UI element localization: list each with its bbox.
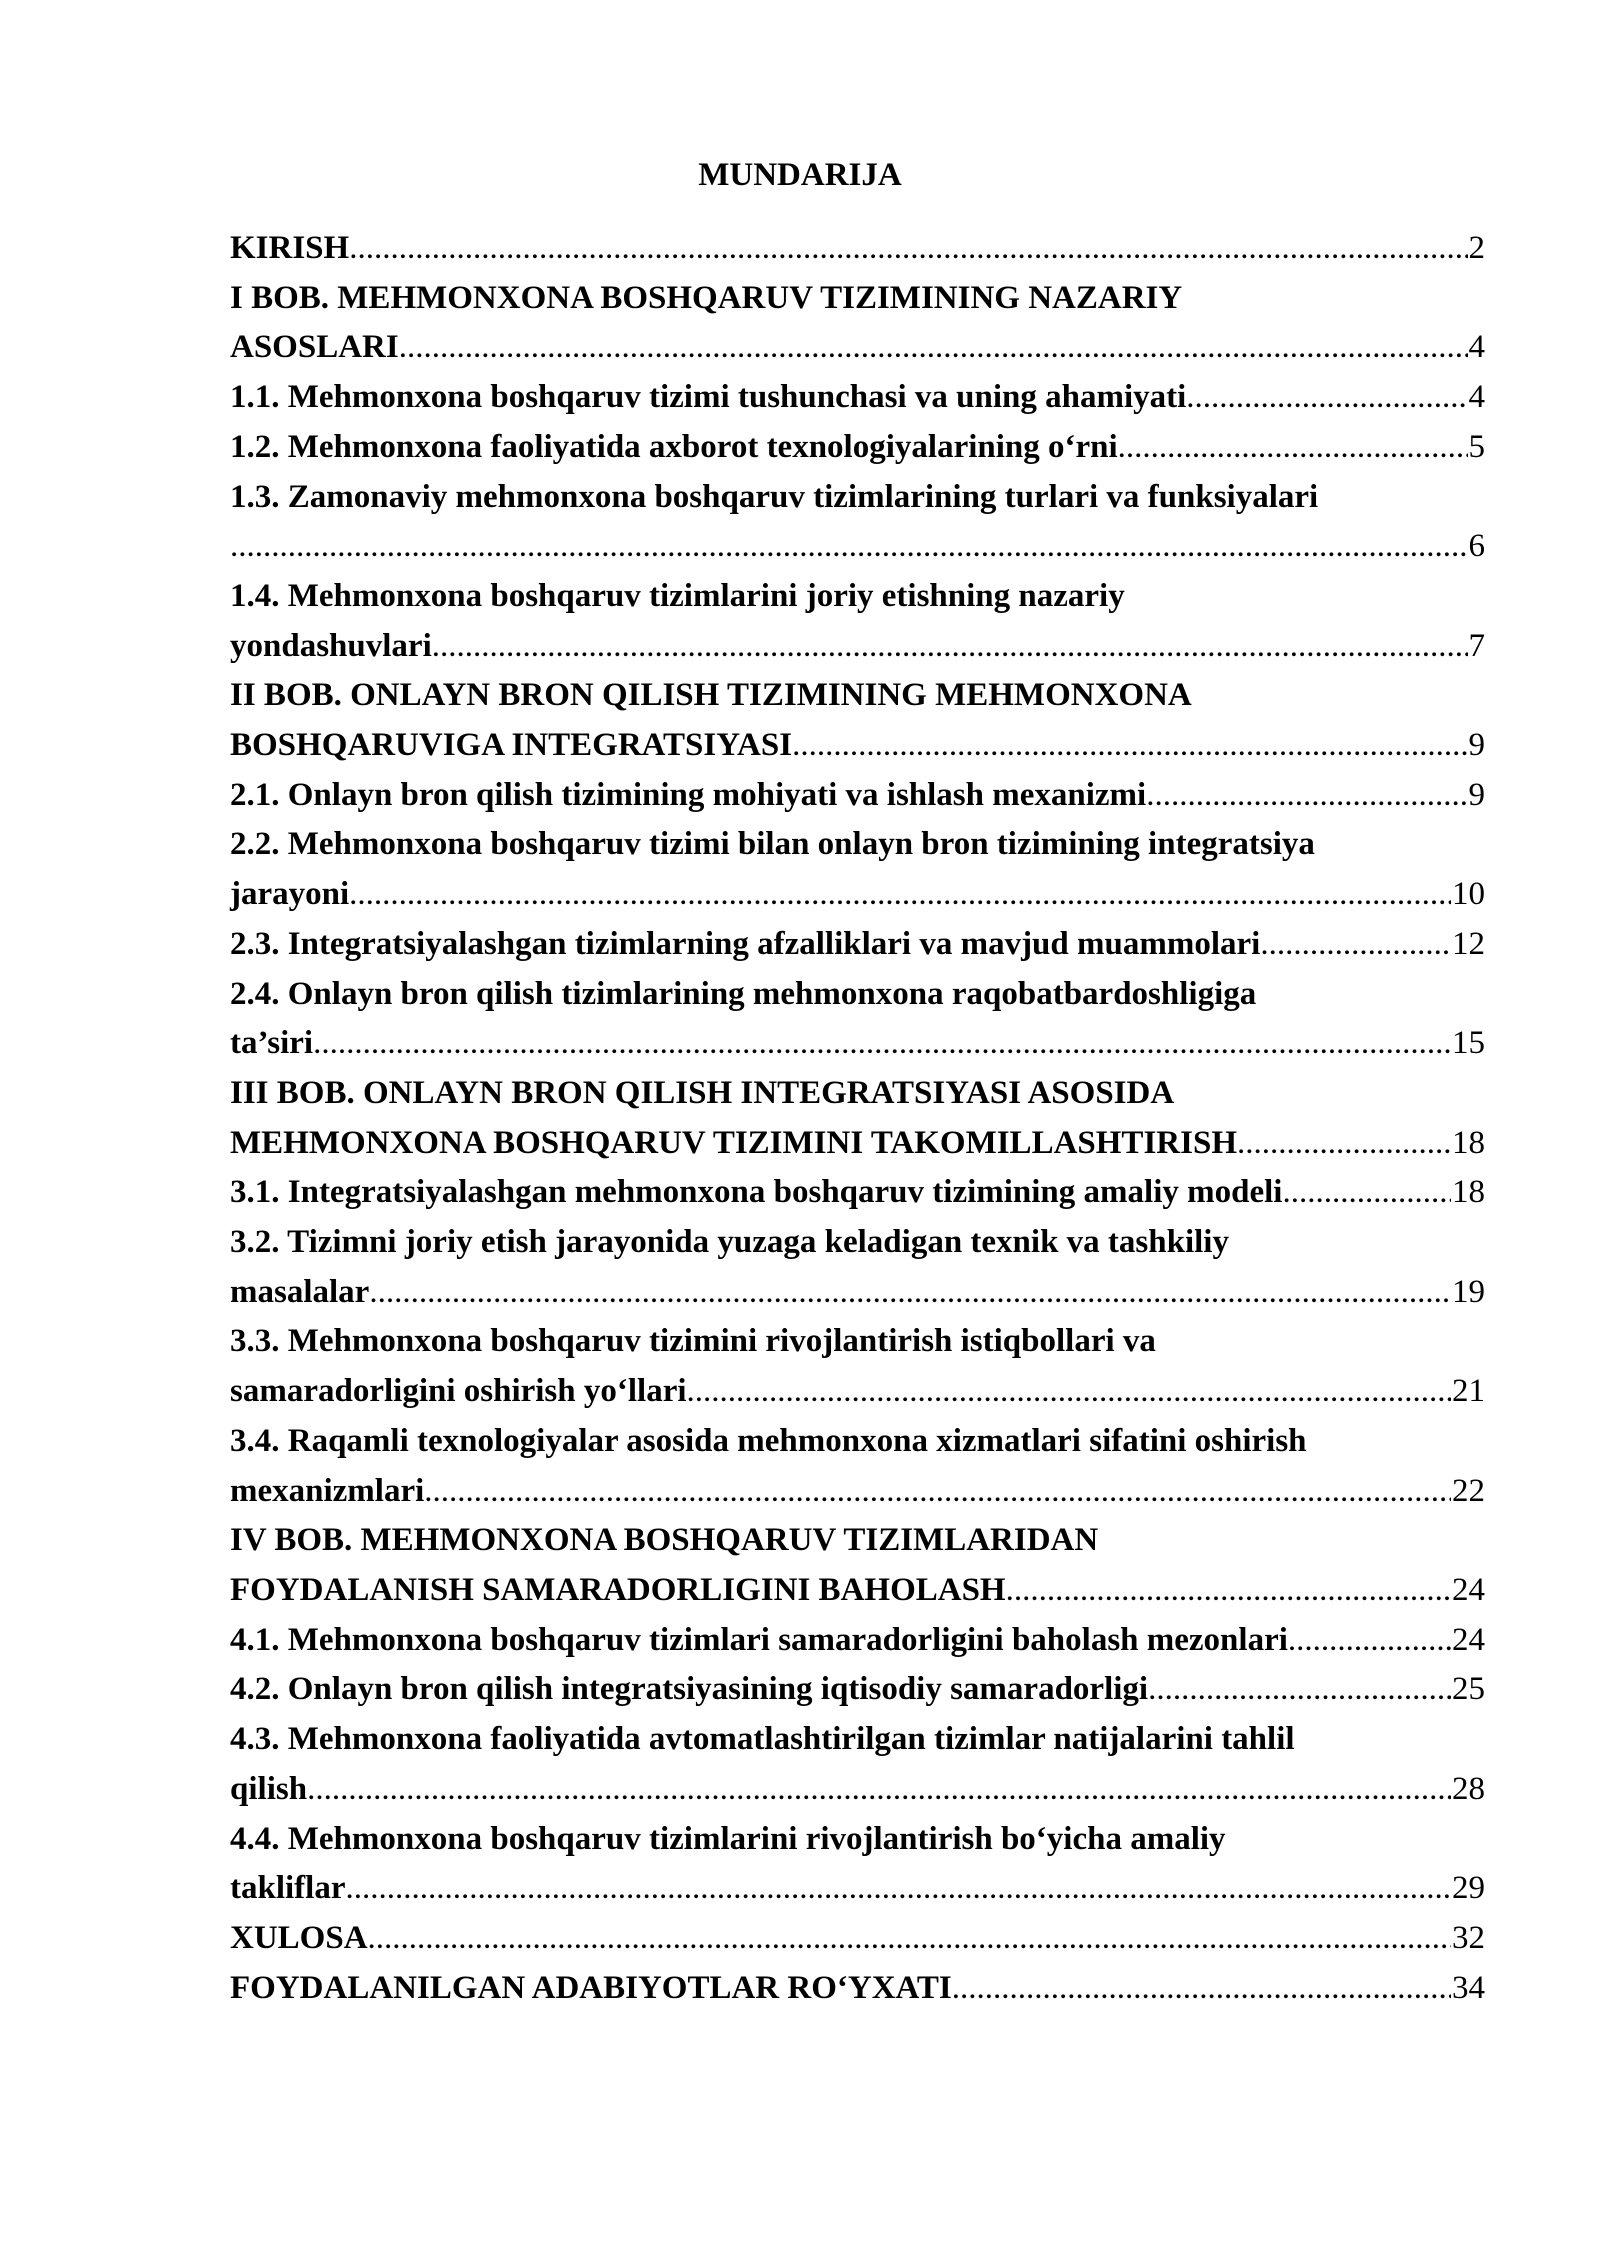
toc-entry-heading: 1.3. Zamonaviy mehmonxona boshqaruv tizimlarining turlari va funksiyalari <box>230 478 1319 515</box>
toc-entry-heading: 4.4. Mehmonxona boshqaruv tizimlarini rivojlantirish bo‘yicha amaliy <box>230 1820 1226 1857</box>
toc-entry-references[interactable] <box>230 1964 1485 2014</box>
toc-entry-text: yondashuvlari <box>230 627 432 664</box>
dot-leader <box>349 224 1467 274</box>
toc-page-number: 28 <box>1452 1770 1485 1807</box>
toc-page-number: 5 <box>1468 428 1485 465</box>
toc-entry-text: 1.2. Mehmonxona faoliyatida axborot texnologiyalarining o‘rni <box>230 428 1118 465</box>
toc-entry-heading: 2.2. Mehmonxona boshqaruv tizimi bilan onlayn bron tizimining integratsiya <box>230 826 1315 863</box>
table-of-contents <box>230 224 1485 2013</box>
toc-line <box>230 1019 1485 1069</box>
toc-line <box>230 920 1485 970</box>
toc-page-number: 34 <box>1452 1969 1485 2006</box>
toc-entry-4-3[interactable] <box>230 1715 1485 1814</box>
toc-entry-2-4[interactable] <box>230 970 1485 1069</box>
toc-entry-text: XULOSA <box>230 1919 368 1956</box>
toc-page-number: 6 <box>1468 528 1485 565</box>
page-title: MUNDARIJA <box>698 157 902 193</box>
toc-line <box>230 1268 1485 1318</box>
toc-entry-text: KIRISH <box>230 230 350 266</box>
toc-page-number: 4 <box>1468 329 1485 366</box>
toc-page-number: 22 <box>1452 1472 1485 1509</box>
toc-entry-text: MEHMONXONA BOSHQARUV TIZIMINI TAKOMILLASHTIRISH <box>230 1124 1237 1161</box>
toc-page-number: 12 <box>1452 925 1485 962</box>
toc-entry-text: 3.1. Integratsiyalashgan mehmonxona boshqaruv tizimining amaliy modeli <box>230 1174 1283 1211</box>
toc-page-number: 4 <box>1468 379 1485 416</box>
toc-entry-heading: 3.3. Mehmonxona boshqaruv tizimini rivojlantirish istiqbollari va <box>230 1323 1156 1360</box>
toc-page-number: 18 <box>1452 1124 1485 1161</box>
toc-entry-text: qilish <box>230 1770 308 1807</box>
toc-entry-heading: 4.3. Mehmonxona faoliyatida avtomatlashtirilgan tizimlar natijalarini tahlil <box>230 1721 1295 1758</box>
dot-leader <box>1288 1616 1451 1666</box>
toc-entry-4-2[interactable] <box>230 1665 1485 1715</box>
toc-line <box>230 622 1485 672</box>
dot-leader <box>369 1268 1451 1318</box>
toc-line <box>230 721 1485 771</box>
toc-page-number: 15 <box>1452 1025 1485 1062</box>
toc-line <box>230 423 1485 473</box>
toc-page-number: 9 <box>1468 727 1485 764</box>
toc-page-number: 9 <box>1468 776 1485 813</box>
toc-entry-xulosa[interactable] <box>230 1914 1485 1964</box>
toc-line <box>230 1467 1485 1517</box>
toc-entry-2-3[interactable] <box>230 920 1485 970</box>
toc-entry-text: masalalar <box>230 1273 370 1310</box>
toc-entry-1-2[interactable] <box>230 423 1485 473</box>
toc-page-number: 25 <box>1452 1671 1485 1708</box>
toc-entry-text: ASOSLARI <box>230 329 399 366</box>
toc-entry-4-4[interactable] <box>230 1815 1485 1914</box>
toc-entry-text: 2.1. Onlayn bron qilish tizimining mohiyati va ishlash mexanizmi <box>230 776 1147 813</box>
toc-entry-text: BOSHQARUVIGA INTEGRATSIYASI <box>230 727 793 764</box>
dot-leader <box>952 1964 1451 2014</box>
dot-leader <box>368 1914 1451 1964</box>
toc-page-number: 19 <box>1452 1273 1485 1310</box>
toc-entry-text: takliflar <box>230 1870 346 1907</box>
toc-entry-heading: 3.4. Raqamli texnologiyalar asosida mehmonxona xizmatlari sifatini oshirish <box>230 1422 1307 1459</box>
toc-entry-3-3[interactable] <box>230 1317 1485 1416</box>
dot-leader <box>1186 373 1467 423</box>
toc-line <box>230 323 1485 373</box>
toc-entry-text: 4.1. Mehmonxona boshqaruv tizimlari samaradorligini baholash mezonlari <box>230 1621 1288 1658</box>
toc-entry-heading: I BOB. MEHMONXONA BOSHQARUV TIZIMINING NAZARIY <box>230 279 1183 316</box>
toc-page-number: 10 <box>1452 876 1485 913</box>
dot-leader <box>349 870 1451 920</box>
toc-entry-1-4[interactable] <box>230 572 1485 671</box>
toc-entry-chapter-4[interactable] <box>230 1516 1485 1615</box>
toc-entry-text: FOYDALANISH SAMARADORLIGINI BAHOLASH <box>230 1571 1006 1608</box>
toc-page-number: 24 <box>1452 1571 1485 1608</box>
toc-entry-heading: 2.4. Onlayn bron qilish tizimlarining mehmonxona raqobatbardoshligiga <box>230 975 1257 1012</box>
toc-page-number: 7 <box>1468 627 1485 664</box>
toc-entry-heading: 3.2. Tizimni joriy etish jarayonida yuzaga keladigan texnik va tashkiliy <box>230 1224 1229 1261</box>
dot-leader <box>1148 1665 1451 1715</box>
toc-entry-heading: 1.4. Mehmonxona boshqaruv tizimlarini joriy etishning nazariy <box>230 577 1125 614</box>
toc-line <box>230 1566 1485 1616</box>
toc-line <box>230 771 1485 821</box>
toc-entry-text: 4.2. Onlayn bron qilish integratsiyasining iqtisodiy samaradorligi <box>230 1671 1149 1708</box>
toc-line <box>230 1367 1485 1417</box>
toc-line <box>230 373 1485 423</box>
toc-entry-3-4[interactable] <box>230 1417 1485 1516</box>
dot-leader <box>1118 423 1468 473</box>
toc-entry-text: mexanizmlari <box>230 1472 425 1509</box>
dot-leader <box>1006 1566 1451 1616</box>
toc-line <box>230 1914 1485 1964</box>
toc-entry-heading: III BOB. ONLAYN BRON QILISH INTEGRATSIYASI ASOSIDA <box>230 1074 1175 1111</box>
toc-entry-text: ta’siri <box>230 1025 314 1062</box>
toc-page-number: 2 <box>1468 230 1485 266</box>
toc-page-number: 18 <box>1452 1174 1485 1211</box>
toc-entry-text: FOYDALANILGAN ADABIYOTLAR RO‘YXATI <box>230 1969 952 2006</box>
toc-entry-chapter-1[interactable] <box>230 274 1485 373</box>
toc-entry-heading: IV BOB. MEHMONXONA BOSHQARUV TIZIMLARIDAN <box>230 1522 1099 1559</box>
toc-entry-kirish[interactable] <box>230 224 1485 274</box>
dot-leader <box>307 1765 1451 1815</box>
toc-line <box>230 1665 1485 1715</box>
dot-leader <box>424 1467 1451 1517</box>
dot-leader <box>792 721 1467 771</box>
dot-leader <box>687 1367 1451 1417</box>
dot-leader <box>1260 920 1451 970</box>
toc-entry-4-1[interactable] <box>230 1616 1485 1666</box>
toc-line <box>230 870 1485 920</box>
dot-leader <box>313 1019 1451 1069</box>
toc-entry-3-1[interactable] <box>230 1168 1485 1218</box>
toc-line <box>230 1864 1485 1914</box>
toc-page-number: 24 <box>1452 1621 1485 1658</box>
toc-line <box>230 1616 1485 1666</box>
toc-page-number: 32 <box>1452 1919 1485 1956</box>
dot-leader <box>1237 1119 1451 1169</box>
toc-entry-chapter-2[interactable] <box>230 671 1485 770</box>
toc-entry-2-1[interactable] <box>230 771 1485 821</box>
toc-line <box>230 1168 1485 1218</box>
dot-leader <box>432 622 1468 672</box>
toc-entry-text: jarayoni <box>230 876 350 913</box>
toc-line <box>230 1964 1485 2014</box>
dot-leader <box>399 323 1468 373</box>
toc-page-number: 29 <box>1452 1870 1485 1907</box>
dot-leader <box>1146 771 1467 821</box>
toc-entry-3-2[interactable] <box>230 1218 1485 1317</box>
toc-line <box>230 522 1485 572</box>
toc-entry-text: 2.3. Integratsiyalashgan tizimlarning afzalliklari va mavjud muammolari <box>230 925 1261 962</box>
toc-entry-heading: II BOB. ONLAYN BRON QILISH TIZIMINING MEHMONXONA <box>230 677 1192 714</box>
dot-leader <box>1282 1168 1451 1218</box>
toc-entry-text: samaradorligini oshirish yo‘llari <box>230 1373 687 1410</box>
toc-entry-1-1[interactable] <box>230 373 1485 423</box>
toc-line <box>230 1119 1485 1169</box>
toc-line <box>230 1765 1485 1815</box>
toc-entry-1-3[interactable] <box>230 473 1485 572</box>
toc-entry-text: 1.1. Mehmonxona boshqaruv tizimi tushunchasi va uning ahamiyati <box>230 379 1187 416</box>
toc-entry-chapter-3[interactable] <box>230 1069 1485 1168</box>
toc-page-number: 21 <box>1452 1373 1485 1410</box>
toc-line <box>230 224 1485 274</box>
dot-leader <box>345 1864 1451 1914</box>
toc-entry-2-2[interactable] <box>230 820 1485 919</box>
dot-leader <box>230 522 1468 572</box>
